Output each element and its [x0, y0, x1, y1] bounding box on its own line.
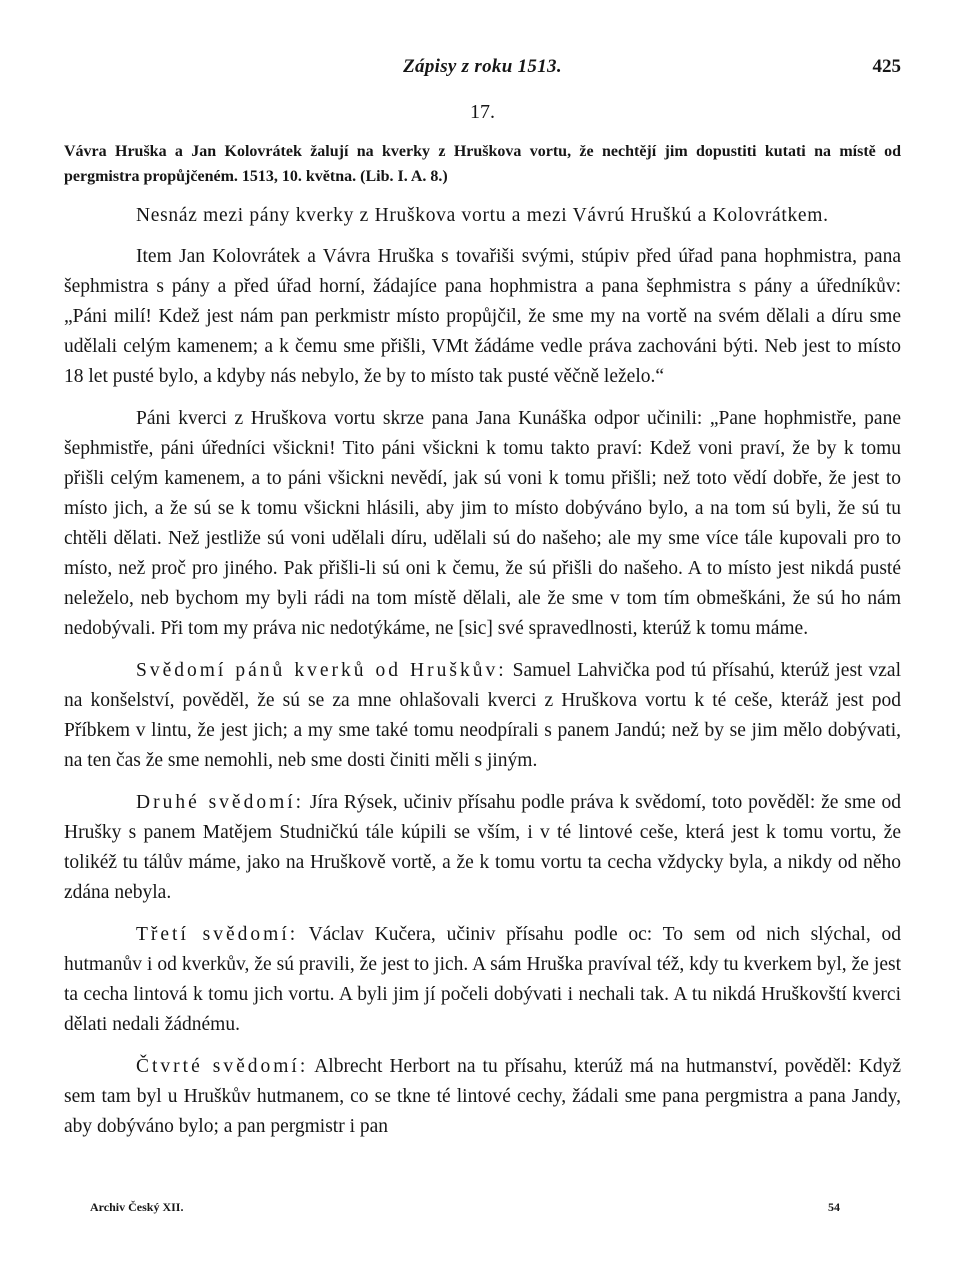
- paragraph-testimony-fourth: [64, 1052, 901, 1142]
- paragraph-testimony-first: [64, 656, 901, 776]
- paragraph-complaint: Item Jan Kolovrátek a Vávra Hruška s tovařiši svými, stúpiv před úřad pana hophmistra, pana šephmistra s pány a před úřad horní, žádajíce pana hophmistra a pana šephmistra s pány a úředníkův: „Páni milí! Kdež jest nám pan perkmistr místo propůjčil, že sme my na vortě na svém dělali a díru sme udělali celým kamenem; a k čemu sme přišli, VMt žádáme vedle práva zachováni býti. Neb jest to místo 18 let pusté bylo, a kdyby nás nebylo, že by to místo tak pusté věčně leželo.“: [64, 246, 901, 387]
- document-regest: Vávra Hruška a Jan Kolovrátek žalují na kverky z Hruškova vortu, že nechtějí jim dopustiti kutati na místě od pergmistra propůjčeném. 1513, 10. května. (Lib. I. A. 8.): [64, 143, 901, 185]
- page-number: 425: [872, 56, 901, 77]
- testimony-heading: Třetí svědomí:: [136, 924, 299, 945]
- running-title: Zápisy z roku 1513.: [403, 56, 562, 77]
- footer-signature: 54: [828, 1200, 840, 1214]
- testimony-text: Albrecht Herbort na tu přísahu, kterúž má na hutmanství, pověděl: Když sem tam byl u Hruškův hutmanem, co se tkne té lintové cechy, žádali sme pana pergmistra a pana Jandy, aby dobýváno bylo; a pan pergmistr i pan: [64, 1056, 901, 1137]
- testimony-text: Jíra Rýsek, učiniv přísahu podle práva k svědomí, toto pověděl: že sme od Hrušky s panem Matějem Studničkú tále kúpili se vším, i v té lintové ceše, která jest k tomu vortu, že tolikéž tu tálův máme, jako na Hruškově vortě, a že k tomu vortu ta cecha vždycky byla, a nikdy od něho zdána nebyla.: [64, 792, 901, 903]
- testimony-heading: Čtvrté svědomí:: [136, 1056, 309, 1077]
- testimony-text: Samuel Lahvička pod tú přísahú, kterúž jest vzal na konšelství, pověděl, že sú se za mne ohlašovali kverci z Hruškova vortu k té ceše, kteráž jest pod Příbkem v lintu, že jest jich; a my sme také tomu neodpírali s panem Jandú; než by se jim mělo dobývati, na ten čas že sme nemohli, neb sme dosti činiti měli s jiným.: [64, 660, 901, 771]
- paragraph-objection: Páni kverci z Hruškova vortu skrze pana Jana Kunáška odpor učinili: „Pane hophmistře, pane šephmistře, páni úředníci všickni! Tito páni všickni k tomu takto praví: Kdež voni praví, že by k tomu přišli celým kamenem, a to páni všickni nevědí, jak sú voni k tomu přišli; než toto vědí dobře, že jest to místo jich, a že sú se k tomu všickni hlásili, aby jim to místo dobýváno bylo, a na tom sú byli, že sú tu chtěli dělati. Než jestliže sú voni udělali díru, udělali sú do našeho; ale my sme více tále kupovali pro to místo, než proč pro jiného. Pak přišli-li sú oni k čemu, že sú přišli do našeho. A to místo jest nikdá pusté neleželo, neb bychom my byli rádi na tom místě dělali, ale že sme v tom tím obmeškáni, že sú ho nám nedobývali. Při tom my práva nic nedotýkáme, ne [sic] své spravedlnosti, kterúž k tomu máme.: [64, 408, 901, 639]
- book-page: [64, 56, 901, 1142]
- paragraph-testimony-second: [64, 788, 901, 908]
- paragraph-testimony-third: [64, 920, 901, 1040]
- running-head: [64, 56, 901, 86]
- footer-source: Archiv Český XII.: [90, 1200, 184, 1214]
- document-intro: Nesnáz mezi pány kverky z Hruškova vortu a mezi Vávrú Hruškú a Kolovrátkem.: [136, 205, 829, 226]
- testimony-heading: Druhé svědomí:: [136, 792, 305, 813]
- document-number: 17.: [470, 101, 495, 123]
- testimony-text: Václav Kučera, učiniv přísahu podle oc: To sem od nich slýchal, od hutmanův i od kverkův, že sú pravili, že jest to jich. A sám Hruška pravíval též, kdy tu kverkem byl, že jest ta cecha lintová k tomu jich vortu. A byli jim jí počeli dobývati i nechali tak. A tu nikdá Hruškovští kverci dělati nedali žádnému.: [64, 924, 901, 1035]
- testimony-heading: Svědomí pánů kverků od Hruškův:: [136, 660, 507, 681]
